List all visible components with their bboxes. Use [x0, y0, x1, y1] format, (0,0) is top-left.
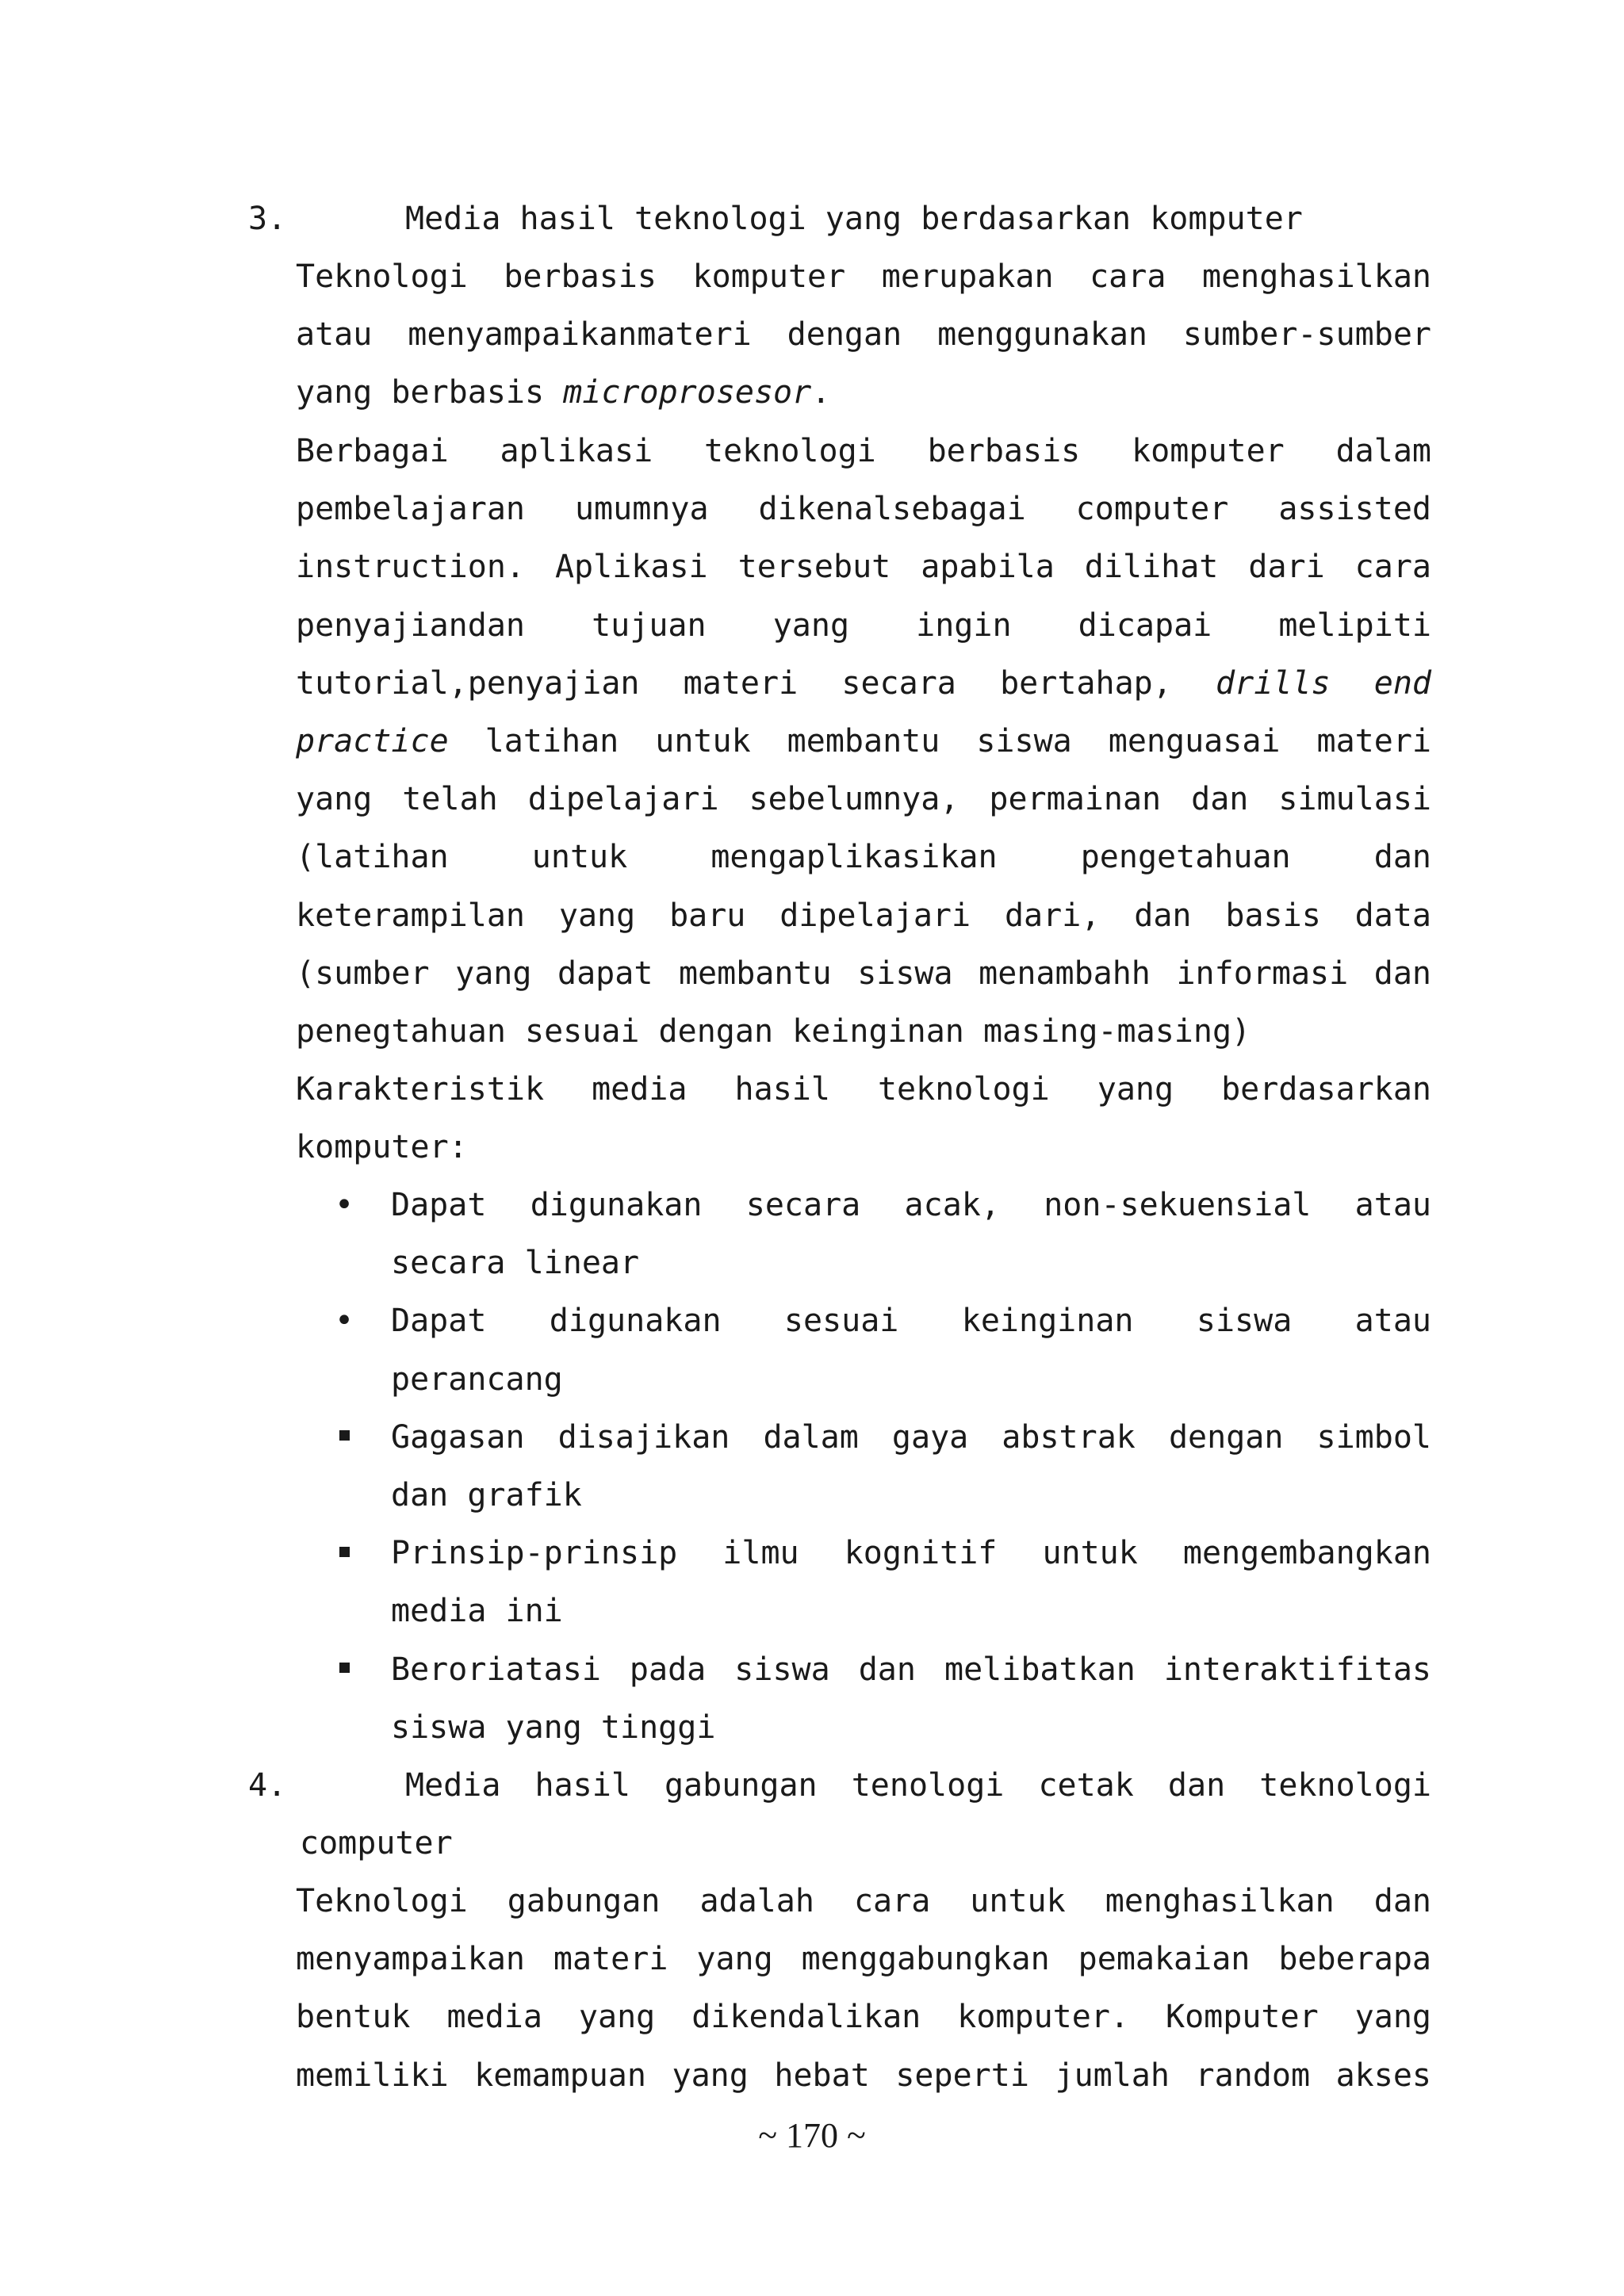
page-number: ~ 170 ~ — [758, 2116, 866, 2155]
text-line: memiliki kemampuan yang hebat seperti jumlah random akses — [296, 2057, 1431, 2094]
list-item: Gagasan disajikan dalam gaya abstrak dengan simbol dan grafik — [296, 1409, 1431, 1525]
text-line: Karakteristik media hasil teknologi yang berdasarkan — [296, 1071, 1431, 1108]
section-4-paragraph-1 — [296, 1873, 1431, 2105]
bullet-square-icon — [332, 1409, 356, 1467]
text-line: instruction. Aplikasi tersebut apabila dilihat dari cara — [296, 549, 1431, 586]
text-line: (latihan untuk mengaplikasikan pengetahuan dan — [296, 839, 1431, 876]
text-line: yang berbasis microprosesor. — [296, 374, 831, 411]
section-3-paragraph-1 — [296, 248, 1431, 423]
bullet-disc-icon — [332, 1292, 356, 1350]
section-3-title: Media hasil teknologi yang berdasarkan komputer — [405, 201, 1303, 237]
italic-term: practice — [296, 723, 449, 760]
text-line: atau menyampaikanmateri dengan menggunakan sumber-sumber — [296, 316, 1431, 354]
text-line: penegtahuan sesuai dengan keinginan masing-masing) — [296, 1013, 1251, 1050]
text-line — [248, 1757, 1431, 1815]
list-item: Prinsip-prinsip ilmu kognitif untuk mengembangkan media ini — [296, 1525, 1431, 1640]
section-4-title-continued: computer — [300, 1825, 453, 1862]
section-4-number: 4. — [248, 1767, 287, 1804]
bullet-square-icon — [332, 1525, 356, 1582]
text-line: bentuk media yang dikendalikan komputer. Komputer yang — [296, 1999, 1431, 2036]
section-3-number: 3. — [248, 201, 287, 237]
bullet-square-icon — [332, 1641, 356, 1699]
list-item: • Dapat digunakan sesuai keinginan siswa atau perancang — [296, 1292, 1431, 1408]
italic-term: drills end — [1216, 664, 1431, 702]
section-3-paragraph-2 — [296, 423, 1431, 1061]
text-line: pembelajaran umumnya dikenalsebagai computer assisted — [296, 491, 1431, 528]
text-line: (sumber yang dapat membantu siswa menambahh informasi dan — [296, 955, 1431, 992]
section-3-heading — [248, 190, 1431, 248]
text-line: Berbagai aplikasi teknologi berbasis komputer dalam — [296, 433, 1431, 469]
section-4-heading — [248, 1757, 1431, 1873]
text-line: menyampaikan materi yang menggabungkan pemakaian beberapa — [296, 1941, 1431, 1978]
text-line: tutorial,penyajian materi secara bertahap, drills end — [296, 664, 1431, 702]
list-item: • Dapat digunakan secara acak, non-sekuensial atau secara linear — [296, 1177, 1431, 1292]
list-item: Beroriatasi pada siswa dan melibatkan interaktifitas siswa yang tinggi — [296, 1641, 1431, 1757]
bullet-disc-icon — [332, 1177, 356, 1234]
section-4-title: Media hasil gabungan tenologi cetak dan teknologi — [405, 1767, 1431, 1804]
text-line: Teknologi berbasis komputer merupakan cara menghasilkan — [296, 258, 1431, 295]
text-line: keterampilan yang baru dipelajari dari, dan basis data — [296, 897, 1431, 934]
section-3-paragraph-3 — [296, 1061, 1431, 1177]
characteristics-list — [296, 1177, 1431, 1757]
text-line: penyajiandan tujuan yang ingin dicapai melipiti — [296, 607, 1431, 644]
italic-term: microprosesor — [563, 374, 812, 411]
text-line: komputer: — [296, 1129, 468, 1166]
text-line: yang telah dipelajari sebelumnya, permainan dan simulasi — [296, 781, 1431, 818]
text-line: Teknologi gabungan adalah cara untuk menghasilkan dan — [296, 1883, 1431, 1919]
text-line: practice latihan untuk membantu siswa menguasai materi — [296, 723, 1431, 760]
